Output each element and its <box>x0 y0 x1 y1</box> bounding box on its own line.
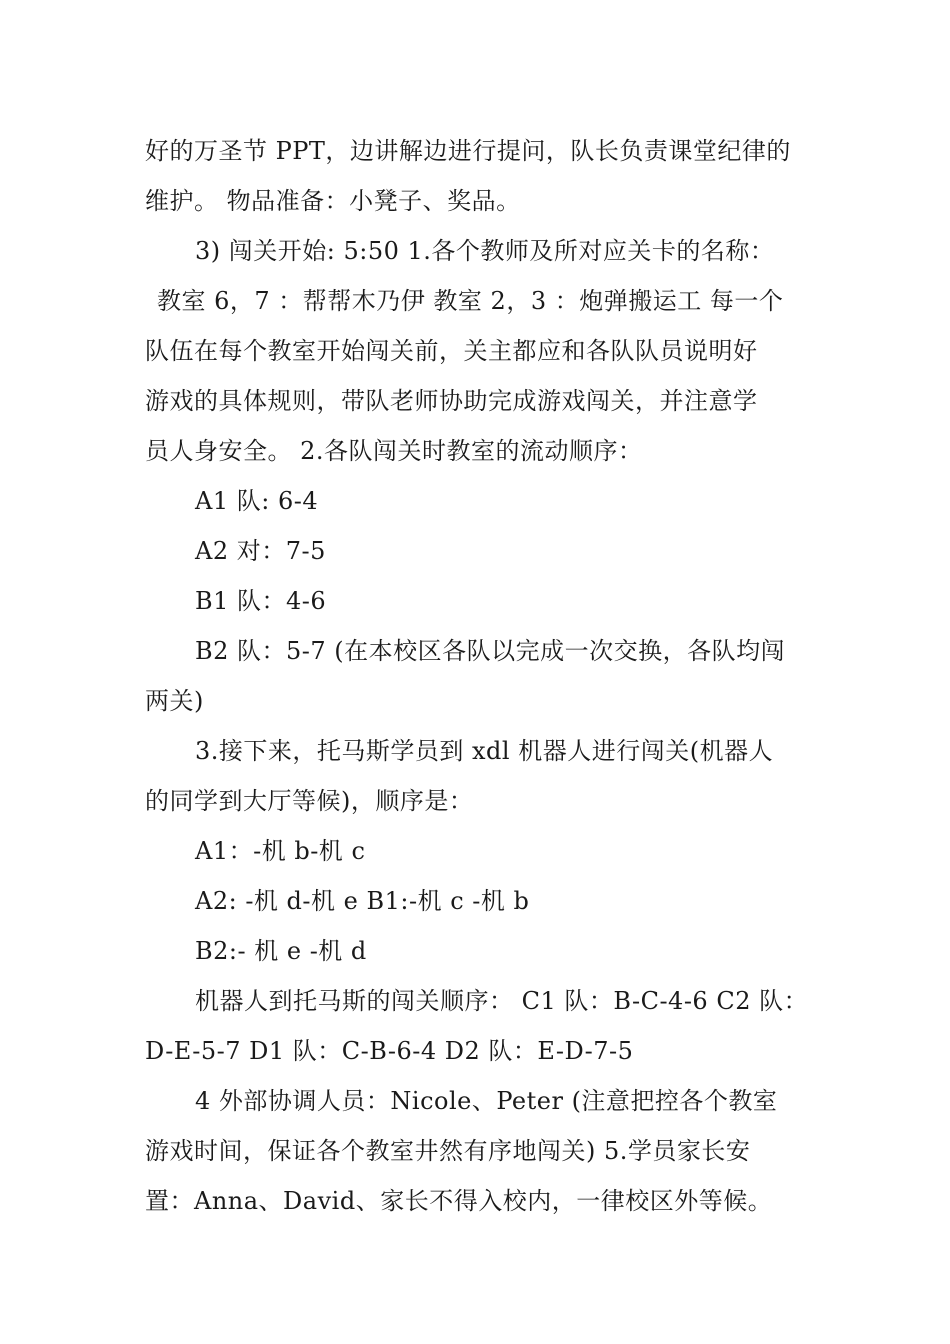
text-line: 的同学到大厅等候)，顺序是： <box>145 787 474 815</box>
text-line: 好的万圣节 PPT，边讲解边进行提问，队长负责课堂纪律的 <box>145 137 791 165</box>
text-line: A2: -机 d-机 e B1:-机 c -机 b <box>195 887 530 915</box>
text-line: 置：Anna、David、家长不得入校内，一律校区外等候。 <box>145 1187 773 1215</box>
text-line: 4 外部协调人员：Nicole、Peter (注意把控各个教室 <box>195 1087 778 1115</box>
text-line: 员人身安全。 2.各队闯关时教室的流动顺序： <box>145 437 643 465</box>
text-line: B2 队：5-7 (在本校区各队以完成一次交换，各队均闯 <box>195 637 786 665</box>
text-line: 游戏的具体规则，带队老师协助完成游戏闯关，并注意学 <box>145 387 758 415</box>
text-line: 队伍在每个教室开始闯关前，关主都应和各队队员说明好 <box>145 337 758 365</box>
text-line: 3.接下来，托马斯学员到 xdl 机器人进行闯关(机器人 <box>195 737 774 765</box>
text-line: 教室 6，7 ：帮帮木乃伊 教室 2，3 ：炮弹搬运工 每一个 <box>157 287 784 315</box>
text-line: B1 队：4-6 <box>195 587 327 615</box>
text-line: 机器人到托马斯的闯关顺序： C1 队：B-C-4-6 C2 队： <box>195 987 809 1015</box>
text-line: 游戏时间，保证各个教室井然有序地闯关) 5.学员家长安 <box>145 1137 751 1165</box>
text-line: 维护。 物品准备：小凳子、奖品。 <box>145 187 521 215</box>
text-line: A2 对：7-5 <box>195 537 326 565</box>
text-line: A1 队: 6-4 <box>195 487 319 515</box>
text-line: D-E-5-7 D1 队：C-B-6-4 D2 队：E-D-7-5 <box>145 1037 634 1065</box>
text-line: 两关) <box>145 687 204 715</box>
text-line: A1：-机 b-机 c <box>195 837 366 865</box>
text-line: 3) 闯关开始: 5:50 1.各个教师及所对应关卡的名称： <box>195 237 775 265</box>
text-line: B2:- 机 e -机 d <box>195 937 367 965</box>
